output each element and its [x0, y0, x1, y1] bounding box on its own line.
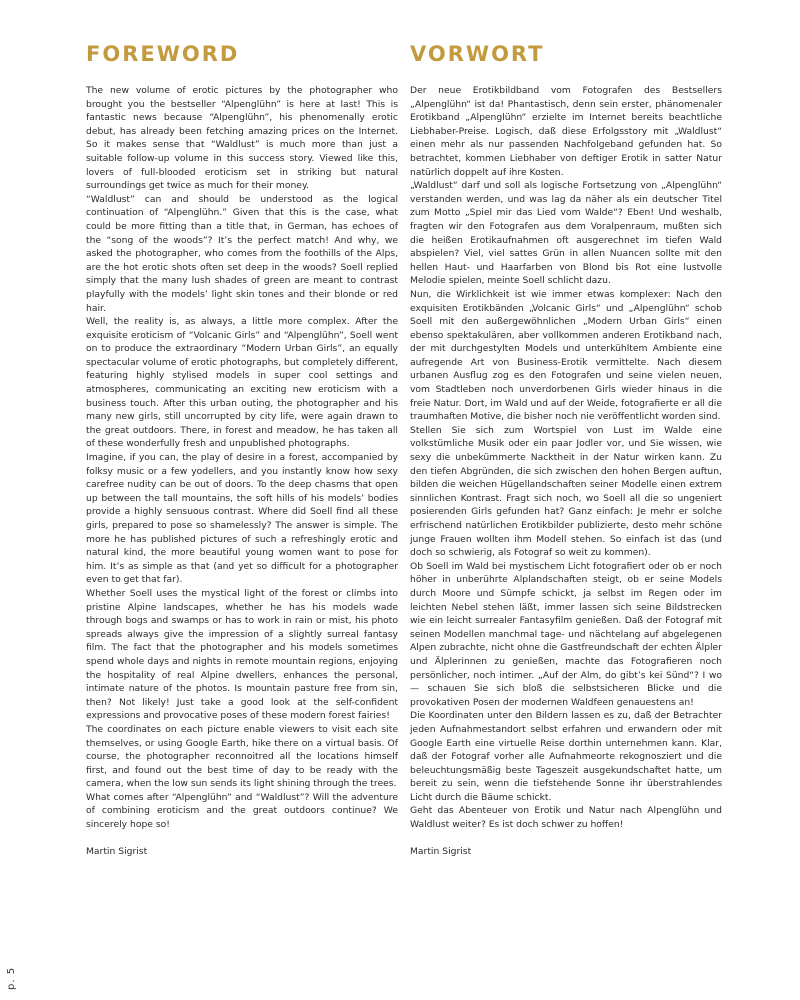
foreword-paragraph: Whether Soell uses the mystical light of the forest or climbs into pristine Alpine landscapes, whether he has his models wade through bogs and swamps or has to work in rain or mist, his photo spreads always give the impression of a slightly surreal fantasy film. The fact that the photographer and his models sometimes spend whole days and nights in remote mountain regions, enjoying the hospitality of real Alpine dwellers, enhances the personal, intimate nature of the photos. Is mountain pasture free from sin, then? Not likely! Just take a good look at the self-confident expressions and provocative poses of these modern forest fairies!: [86, 587, 398, 722]
vorwort-heading: VORWORT: [410, 42, 545, 66]
page-number: p. 5: [6, 966, 17, 990]
foreword-signature: Martin Sigrist: [86, 845, 148, 857]
vorwort-column: [410, 40, 722, 858]
foreword-paragraph: The coordinates on each picture enable viewers to visit each site themselves, or using Google Earth, hike there on a virtual basis. Of course, the photographer reconnoitred all the locations himself first, and found out the best time of day to be ready with the camera, when the low sun sends its light shining through the trees.: [86, 723, 398, 790]
foreword-column: [86, 40, 398, 858]
vorwort-paragraph: Die Koordinaten unter den Bildern lassen es zu, daß der Betrachter jeden Aufnahmestandort selbst erfahren und erwandern oder mit Google Earth eine virtuelle Reise dorthin unternehmen kann. Klar, daß der Fotograf vorher alle Aufnahmeorte rekognosziert und die beleuchtungsmäßig beste Tageszeit ausgekundschaftet hatte, um bereit zu sein, wenn die tiefstehende Sonne ihr überstrahlendes Licht durch die Bäume schickt.: [410, 710, 722, 803]
vorwort-paragraph: Geht das Abenteuer von Erotik und Natur nach Alpenglühn und Waldlust weiter? Es ist doch schwer zu hoffen!: [410, 805, 722, 831]
vorwort-paragraph: Stellen Sie sich zum Wortspiel von Lust im Walde eine volkstümliche Musik oder ein paar Jodler vor, und Sie wissen, wie sexy die unbekümmerte Nacktheit in der Natur wirken kann. Zu den tiefen Abgründen, die sich zwischen den hohen Bergen auftun, bilden die weichen Hügellandschaften seiner Modelle einen extrem sinnlichen Kontrast. Fragt sich noch, wo Soell all die so ungeniert posierenden Girls gefunden hat? Ganz einfach: Je mehr er solche erfrischend natürlichen Erotikbilder publizierte, desto mehr schöne junge Frauen wollten ihm Modell stehen. So einfach ist das (und doch so schwierig, als Fotograf so weit zu kommen).: [410, 424, 722, 559]
foreword-paragraph: Imagine, if you can, the play of desire in a forest, accompanied by folksy music or a few yodellers, and you instantly know how sexy carefree nudity can be out of doors. To the deep chasms that open up between the tall mountains, the soft hills of his models’ bodies provide a highly sensuous contrast. Where did Soell find all these girls, prepared to pose so shamelessly? The answer is simple. The more he has published pictures of such a refreshingly erotic and natural kind, the more beautiful young women want to pose for him. It’s as simple as that (and yet so difficult for a photographer even to get that far).: [86, 452, 398, 586]
vorwort-paragraph: Nun, die Wirklichkeit ist wie immer etwas komplexer: Nach den exquisiten Erotikbänden „Volcanic Girls“ und „Alpenglühn“ schob Soell mit den außergewöhnlichen „Modern Urban Girls“ einen ebenso spektakulären, aber vollkommen anderen Erotikband nach, der mit durchgestylten Models und unterkühltem Ambiente eine aufregende Art von Business-Erotik vermittelte. Nach diesem urbanen Ausflug zog es den Fotografen und seine vielen neuen, vom Stadtleben noch unverdorbenen Girls wieder hinaus in die freie Natur. Dort, im Wald und auf der Weide, fotografierte er all die traumhaften Motive, die bisher noch nie veröffentlicht worden sind.: [410, 288, 722, 423]
foreword-paragraph: What comes after “Alpenglühn” and “Waldlust”? Will the adventure of combining eroticism and the great outdoors continue? We sincerely hope so!: [86, 791, 398, 831]
vorwort-signature: Martin Sigrist: [410, 845, 472, 857]
foreword-paragraph: Well, the reality is, as always, a little more complex. After the exquisite eroticism of “Volcanic Girls” and “Alpenglühn”, Soell went on to produce the extraordinary “Modern Urban Girls”, an equally spectacular volume of erotic photographs, but completely different, featuring highly stylised models in super cool settings and atmospheres, communicating an exciting new eroticism with a business touch. After this urban outing, the photographer and his many new girls, still uncorrupted by city life, were again drawn to the great outdoors. There, in forest and meadow, he has taken all of these wonderfully fresh and unpublished photographs.: [86, 316, 398, 450]
vorwort-paragraph: Ob Soell im Wald bei mystischem Licht fotografiert oder ob er noch höher in unberührte Alplandschaften steigt, ob er seine Models durch Moore und Sümpfe schickt, ja selbst im Regen oder im leichten Nebel stehen läßt, immer lassen sich seine Bildstrecken wie ein leicht surrealer Fantasyfilm genießen. Daß der Fotograf mit seinen Modellen manchmal tage- und nächtelang auf abgelegenen Alpen zubrachte, nicht ohne die Gastfreundschaft der echten Älpler und Älplerinnen zu genießen, machte das Fotografieren noch persönlicher, noch intimer. „Auf der Alm, do gibt’s kei Sünd“? I wo — schauen Sie sich bloß die selbstsicheren Blicke und die provokativen Posen der modernen Waldfeen genauestens an!: [410, 560, 722, 708]
foreword-paragraph: “Waldlust” can and should be understood as the logical continuation of “Alpenglühn.” Given that this is the case, what could be more fitting than a title that, in German, has echoes of the “song of the woods”? It’s the perfect match! And why, we asked the photographer, who comes from the foothills of the Alps, are the hot erotic shots often set deep in the woods? Soell replied simply that the many lush shades of green are meant to contrast playfully with the models’ light skin tones and their blonde or red hair.: [86, 193, 398, 314]
vorwort-body: [410, 84, 722, 832]
vorwort-paragraph: „Waldlust“ darf und soll als logische Fortsetzung von „Alpenglühn“ verstanden werden, und was lag da näher als ein deutscher Titel zum Motto „Spiel mir das Lied vom Walde“? Eben! Und weshalb, fragten wir den Fotografen aus dem Voralpenraum, mußten sich die heißen Erotikaufnahmen oft ausgerechnet im tiefen Wald abspielen? Viel, viel sattes Grün in allen Nuancen sollte mit den hellen Haut- und Haarfarben von Blond bis Rot eine lustvolle Melodie spielen, meinte Soell schlicht dazu.: [410, 180, 722, 287]
foreword-heading: FOREWORD: [86, 42, 240, 66]
vorwort-paragraph: Der neue Erotikbildband vom Fotografen des Bestsellers „Alpenglühn“ ist da! Phantastisch, denn sein erster, phänomenaler Erotikband „Alpenglühn“ erzielte im Internet bereits beachtliche Liebhaber-Preise. Logisch, daß diese Erfolgsstory mit „Waldlust“ einen mehr als nur passenden Nachfolgeband gefunden hat. So betrachtet, kommen Liebhaber von deftiger Erotik in satter Natur natürlich doppelt auf ihre Kosten.: [410, 85, 722, 178]
foreword-body: [86, 84, 398, 832]
foreword-paragraph: The new volume of erotic pictures by the photographer who brought you the bestseller “Alpenglühn” is here at last! This is fantastic news because “Alpenglühn”, his phenomenally erotic debut, has already been fetching amazing prices on the Internet. So it makes sense that “Waldlust” is much more than just a suitable follow-up volume in this success story. Viewed like this, lovers of full-blooded eroticism set in striking but natural surroundings get twice as much for their money.: [86, 85, 398, 192]
